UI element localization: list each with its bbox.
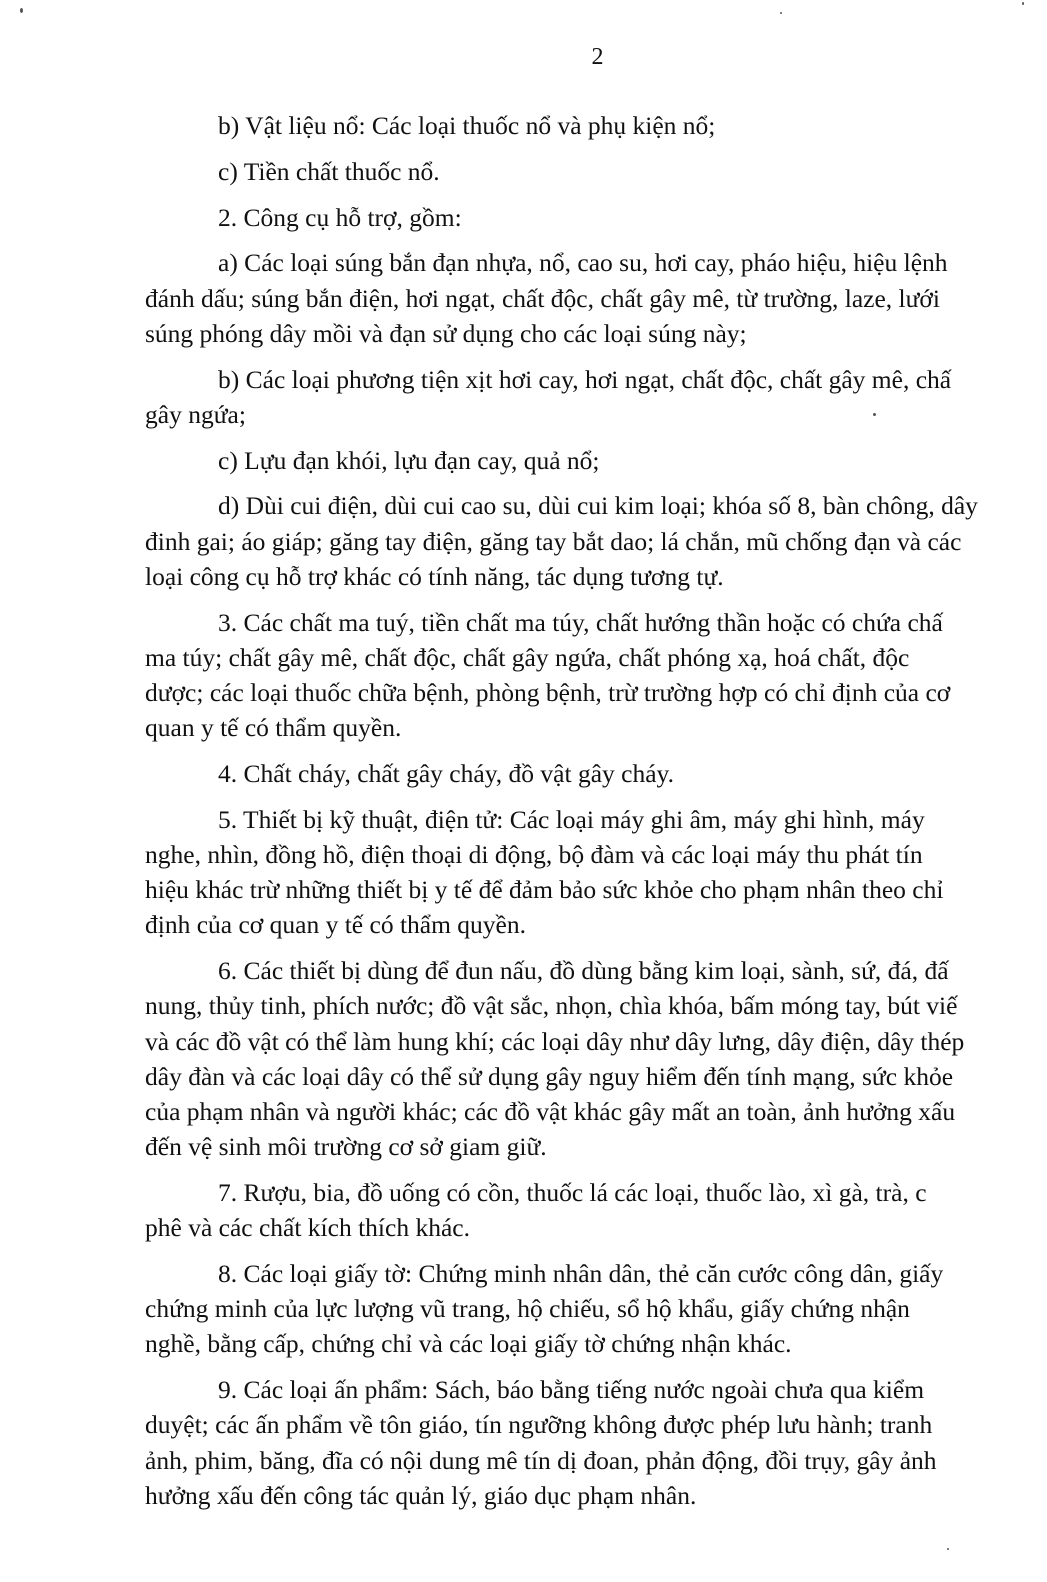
- paragraph: [145, 605, 1047, 746]
- text-line: 8. Các loại giấy tờ: Chứng minh nhân dân, thẻ căn cước công dân, giấy: [218, 1259, 944, 1289]
- paragraph: [145, 488, 1047, 594]
- text-line: ma túy; chất gây mê, chất độc, chất gây ngứa, chất phóng xạ, hoá chất, độc: [145, 642, 910, 672]
- paragraph: [145, 200, 1047, 235]
- text-line: định của cơ quan y tế có thẩm quyền.: [145, 910, 526, 940]
- text-line: chứng minh của lực lượng vũ trang, hộ chiếu, sổ hộ khẩu, giấy chứng nhận: [145, 1294, 910, 1324]
- document-body: [145, 108, 1047, 1524]
- text-line: 4. Chất cháy, chất gây cháy, đồ vật gây cháy.: [218, 759, 674, 788]
- text-line: quan y tế có thẩm quyền.: [145, 713, 402, 743]
- text-line: đánh dấu; súng bắn điện, hơi ngạt, chất độc, chất gây mê, từ trường, laze, lưới: [145, 283, 940, 313]
- text-line: duyệt; các ấn phẩm về tôn giáo, tín ngưỡng không được phép lưu hành; tranh: [145, 1410, 933, 1440]
- text-line: dây đàn và các loại dây có thể sử dụng gây nguy hiểm đến tính mạng, sức khỏe: [145, 1061, 954, 1091]
- text-line: d) Dùi cui điện, dùi cui cao su, dùi cui kim loại; khóa số 8, bàn chông, dây: [218, 491, 978, 521]
- text-line: súng phóng dây mồi và đạn sử dụng cho các loại súng này;: [145, 318, 747, 348]
- paragraph: [145, 362, 1047, 432]
- text-line: 5. Thiết bị kỹ thuật, điện tử: Các loại máy ghi âm, máy ghi hình, máy: [218, 804, 925, 834]
- text-line: hiệu khác trừ những thiết bị y tế để đảm bảo sức khỏe cho phạm nhân theo chỉ: [145, 875, 944, 905]
- text-line: gây ngứa;: [145, 399, 246, 429]
- text-line: b) Các loại phương tiện xịt hơi cay, hơi ngạt, chất độc, chất gây mê, chấ: [218, 364, 952, 394]
- paragraph: [145, 1175, 1047, 1245]
- text-line: của phạm nhân và người khác; các đồ vật khác gây mất an toàn, ảnh hưởng xấu: [145, 1097, 956, 1127]
- text-line: dược; các loại thuốc chữa bệnh, phòng bệnh, trừ trường hợp có chỉ định của cơ: [145, 678, 951, 707]
- paragraph: [145, 154, 1047, 189]
- text-line: nung, thủy tinh, phích nước; đồ vật sắc, nhọn, chìa khóa, bấm móng tay, bút viế: [145, 991, 958, 1021]
- scan-speck: [780, 12, 782, 14]
- paragraph: [145, 245, 1047, 351]
- text-line: hưởng xấu đến công tác quản lý, giáo dục phạm nhân.: [145, 1480, 697, 1510]
- text-line: a) Các loại súng bắn đạn nhựa, nổ, cao su, hơi cay, pháo hiệu, hiệu lệnh: [218, 248, 948, 278]
- text-line: loại công cụ hỗ trợ khác có tính năng, tác dụng tương tự.: [145, 561, 724, 591]
- paragraph: [145, 1372, 1047, 1513]
- paragraph: [145, 1256, 1047, 1362]
- text-line: 2. Công cụ hỗ trợ, gồm:: [218, 202, 462, 232]
- text-line: nghề, bằng cấp, chứng chỉ và các loại giấy tờ chứng nhận khác.: [145, 1329, 792, 1359]
- scan-speck: [1022, 2, 1024, 5]
- paragraph: [145, 802, 1047, 943]
- text-line: ảnh, phim, băng, đĩa có nội dung mê tín dị đoan, phản động, đồi trụy, gây ảnh: [145, 1445, 937, 1475]
- paragraph: [145, 443, 1047, 478]
- text-line: nghe, nhìn, đồng hồ, điện thoại di động, bộ đàm và các loại máy thu phát tín: [145, 840, 923, 869]
- text-line: và các đồ vật có thể làm hung khí; các loại dây như dây lưng, dây điện, dây thép: [145, 1026, 965, 1056]
- text-line: đến vệ sinh môi trường cơ sở giam giữ.: [145, 1132, 547, 1162]
- paragraph: [145, 108, 1047, 143]
- paragraph: [145, 953, 1047, 1164]
- paragraph: [145, 756, 1047, 791]
- text-line: c) Lựu đạn khói, lựu đạn cay, quả nổ;: [218, 445, 600, 475]
- scan-speck: [20, 8, 23, 13]
- text-line: 9. Các loại ấn phẩm: Sách, báo bằng tiếng nước ngoài chưa qua kiểm: [218, 1375, 925, 1405]
- page-number: 2: [591, 44, 604, 70]
- text-line: b) Vật liệu nổ: Các loại thuốc nổ và phụ kiện nổ;: [218, 111, 716, 140]
- text-line: 6. Các thiết bị dùng để đun nấu, đồ dùng bằng kim loại, sành, sứ, đá, đấ: [218, 956, 949, 986]
- text-line: 3. Các chất ma tuý, tiền chất ma túy, chất hướng thần hoặc có chứa chấ: [218, 607, 943, 637]
- text-line: 7. Rượu, bia, đồ uống có cồn, thuốc lá các loại, thuốc lào, xì gà, trà, c: [218, 1178, 927, 1208]
- scan-speck: [947, 1548, 949, 1550]
- text-line: c) Tiền chất thuốc nổ.: [218, 156, 440, 186]
- text-line: đinh gai; áo giáp; găng tay điện, găng tay bắt dao; lá chắn, mũ chống đạn và các: [145, 526, 962, 556]
- text-line: phê và các chất kích thích khác.: [145, 1213, 470, 1243]
